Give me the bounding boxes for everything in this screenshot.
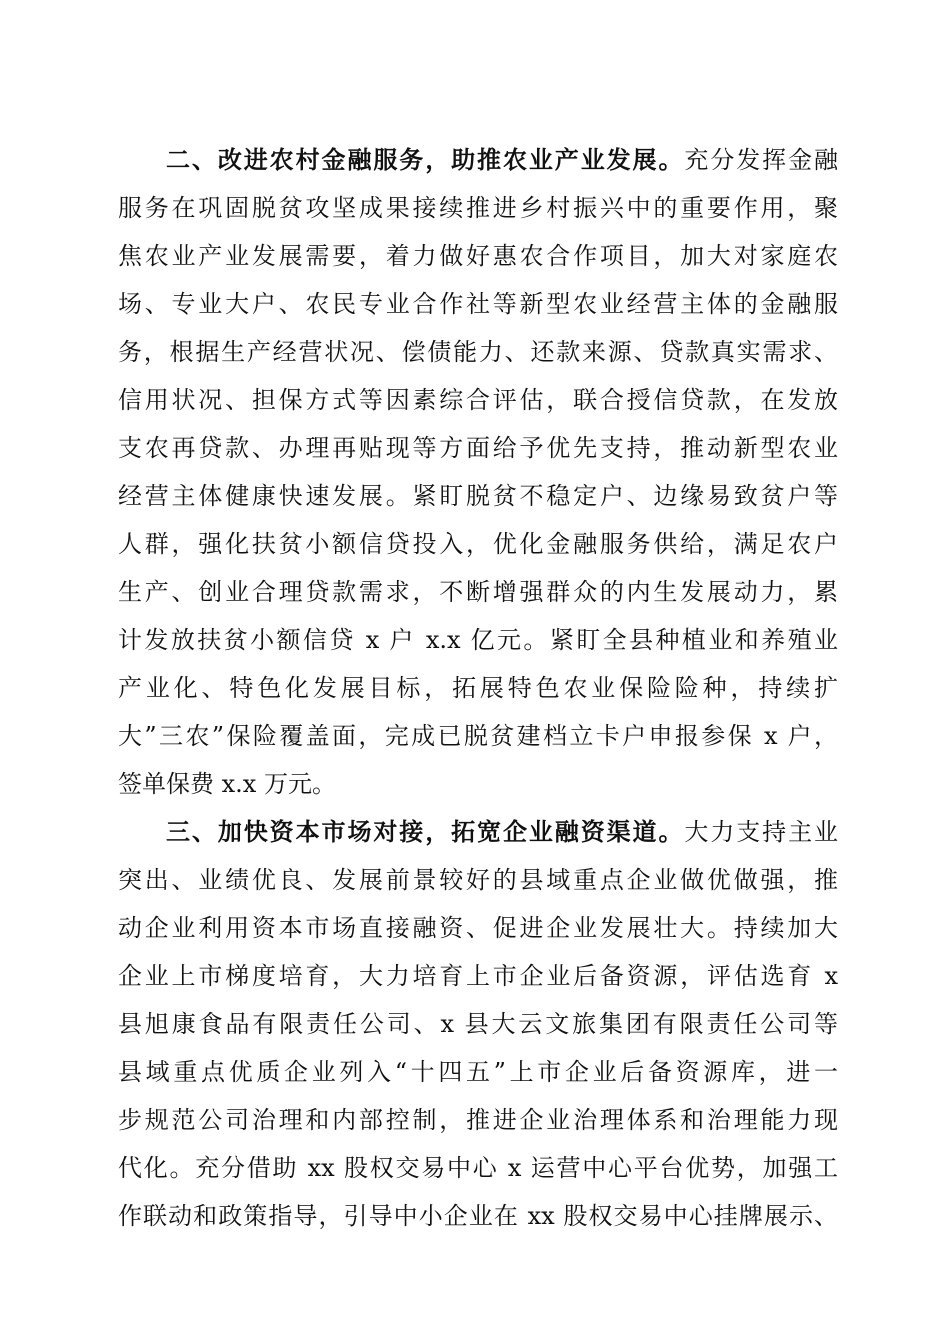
paragraph-line: 经营主体健康快速发展。紧盯脱贫不稳定户、边缘易致贫户等 (118, 482, 838, 510)
paragraph-line: 代化。充分借助 xx 股权交易中心 x 运营中心平台优势，加强工 (118, 1154, 838, 1182)
paragraph-line: 动企业利用资本市场直接融资、促进企业发展壮大。持续加大 (118, 914, 838, 942)
section-2-heading: 三、加快资本市场对接，拓宽企业融资渠道。 (166, 818, 685, 846)
paragraph-line: 突出、业绩优良、发展前景较好的县域重点企业做优做强，推 (118, 866, 838, 894)
paragraph-line: 计发放扶贫小额信贷 x 户 x.x 亿元。紧盯全县种植业和养殖业 (118, 626, 838, 654)
paragraph-line: 生产、创业合理贷款需求，不断增强群众的内生发展动力，累 (118, 578, 838, 606)
paragraph-line: 县域重点优质企业列入“十四五”上市企业后备资源库，进一 (118, 1058, 838, 1086)
paragraph-last-line: 签单保费 x.x 万元。 (118, 770, 336, 798)
section-2-first-line (166, 812, 838, 852)
paragraph-line: 服务在巩固脱贫攻坚成果接续推进乡村振兴中的重要作用，聚 (118, 194, 838, 222)
paragraph-line: 大”三农”保险覆盖面，完成已脱贫建档立卡户申报参保 x 户， (118, 722, 838, 750)
paragraph-line: 场、专业大户、农民专业合作社等新型农业经营主体的金融服 (118, 290, 838, 318)
paragraph-line: 信用状况、担保方式等因素综合评估，联合授信贷款，在发放 (118, 386, 838, 414)
section-2-first-line-text: 大力支持主业 (684, 818, 839, 846)
paragraph-line: 步规范公司治理和内部控制，推进企业治理体系和治理能力现 (118, 1106, 838, 1134)
section-1-first-line (166, 140, 838, 180)
paragraph-line: 产业化、特色化发展目标，拓展特色农业保险险种，持续扩 (118, 674, 838, 702)
paragraph-line: 县旭康食品有限责任公司、x 县大云文旅集团有限责任公司等 (118, 1010, 838, 1038)
paragraph-line: 作联动和政策指导，引导中小企业在 xx 股权交易中心挂牌展示、 (118, 1202, 838, 1230)
paragraph-line: 务，根据生产经营状况、偿债能力、还款来源、贷款真实需求、 (118, 338, 838, 366)
paragraph-line: 企业上市梯度培育，大力培育上市企业后备资源，评估选育 x (118, 962, 838, 990)
section-1-heading: 二、改进农村金融服务，助推农业产业发展。 (166, 146, 685, 174)
paragraph-line: 人群，强化扶贫小额信贷投入，优化金融服务供给，满足农户 (118, 530, 838, 558)
paragraph-line: 焦农业产业发展需要，着力做好惠农合作项目，加大对家庭农 (118, 242, 838, 270)
section-1-first-line-text: 充分发挥金融 (684, 146, 839, 174)
paragraph-line: 支农再贷款、办理再贴现等方面给予优先支持，推动新型农业 (118, 434, 838, 462)
